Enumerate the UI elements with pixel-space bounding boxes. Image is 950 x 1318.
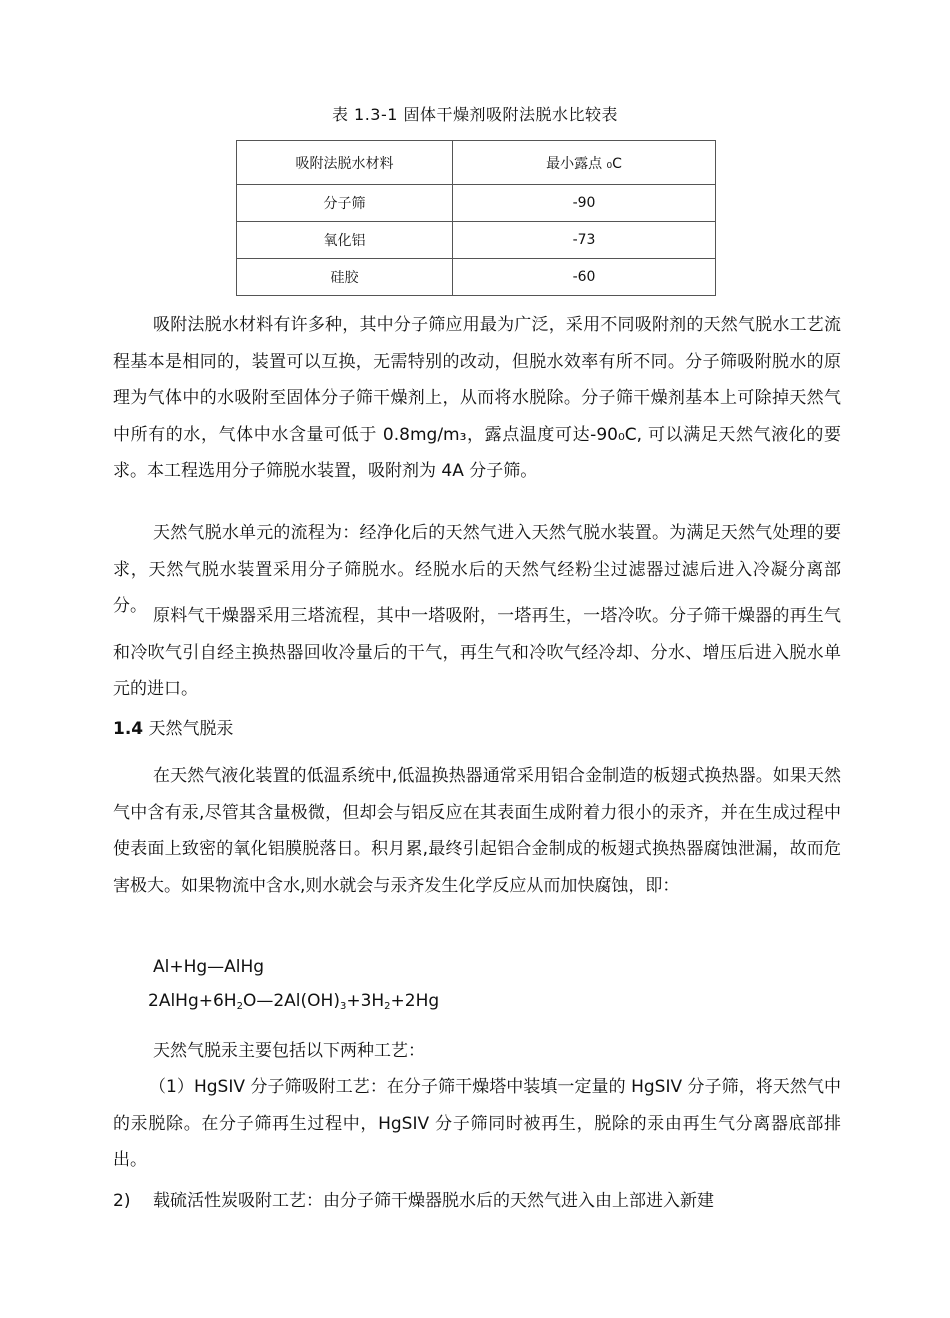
- list-item-2: [113, 1188, 714, 1214]
- header-dew-point: 最小露点 ₀C: [453, 141, 716, 185]
- paragraph-dryer-process: 原料气干燥器采用三塔流程，其中一塔吸附，一塔再生，一塔冷吹。分子筛干燥器的再生气和冷吹气引自经主换热器回收冷量后的干气，再生气和冷吹气经冷却、分水、增压后进入脱水单元的进口。: [113, 606, 841, 699]
- header-material: 吸附法脱水材料: [237, 141, 453, 185]
- table-row: [237, 222, 716, 259]
- section-heading: [113, 716, 234, 742]
- cell-dew-point: -73: [453, 222, 716, 259]
- table-caption: 表 1.3-1 固体干燥剂吸附法脱水比较表: [331, 105, 619, 124]
- cell-material: 氧化铝: [237, 222, 453, 259]
- list-item-number: 2): [113, 1191, 131, 1211]
- table-header-row: [237, 141, 716, 185]
- section-title: 天然气脱汞: [148, 719, 234, 739]
- table-row: [237, 259, 716, 296]
- paragraph-hgsiv-process: （1）HgSIV 分子筛吸附工艺：在分子筛干燥塔中装填一定量的 HgSIV 分子筛，将天然气中的汞脱除。在分子筛再生过程中，HgSIV 分子筛同时被再生，脱除的汞由再生气分离器底部排出。: [113, 1077, 841, 1170]
- paragraph-mercury-processes-intro: 天然气脱汞主要包括以下两种工艺：: [153, 1041, 425, 1061]
- cell-dew-point: -60: [453, 259, 716, 296]
- dehydration-comparison-table: [236, 140, 716, 296]
- table-row: [237, 185, 716, 222]
- paragraph-adsorbent-overview: 吸附法脱水材料有许多种，其中分子筛应用最为广泛，采用不同吸附剂的天然气脱水工艺流程基本是相同的，装置可以互换，无需特别的改动，但脱水效率有所不同。分子筛吸附脱水的原理为气体中的水吸附至固体分子筛干燥剂上，从而将水脱除。分子筛干燥剂基本上可除掉天然气中所有的水，气体中水含量可低于 0.8mg/m₃，露点温度可达-90₀C, 可以满足天然气液化的要求。本工程选用分子筛脱水装置，吸附剂为 4A 分子筛。: [113, 315, 841, 481]
- formula-hydrolysis: $2AlHg+6H_2O—2Al(OH)_3+3H_2+2Hg$: [148, 991, 440, 1012]
- cell-dew-point: -90: [453, 185, 716, 222]
- section-number: 1.4: [113, 719, 144, 739]
- cell-material: 硅胶: [237, 259, 453, 296]
- formula-amalgam: Al+Hg—AlHg: [153, 957, 265, 977]
- cell-material: 分子筛: [237, 185, 453, 222]
- paragraph-mercury-corrosion: 在天然气液化装置的低温系统中,低温换热器通常采用铝合金制造的板翅式换热器。如果天然气中含有汞,尽管其含量极微，但却会与铝反应在其表面生成附着力很小的汞齐，并在生成过程中使表面上致密的氧化铝膜脱落日。积月累,最终引起铝合金制成的板翅式换热器腐蚀泄漏，故而危害极大。如果物流中含水,则水就会与汞齐发生化学反应从而加快腐蚀，即：: [113, 766, 841, 896]
- paragraph-dehydration-flow: 天然气脱水单元的流程为：经净化后的天然气进入天然气脱水装置。为满足天然气处理的要求，天然气脱水装置采用分子筛脱水。经脱水后的天然气经粉尘过滤器过滤后进入冷凝分离部分。: [113, 523, 841, 616]
- list-item-text: 载硫活性炭吸附工艺：由分子筛干燥器脱水后的天然气进入由上部进入新建: [153, 1191, 714, 1211]
